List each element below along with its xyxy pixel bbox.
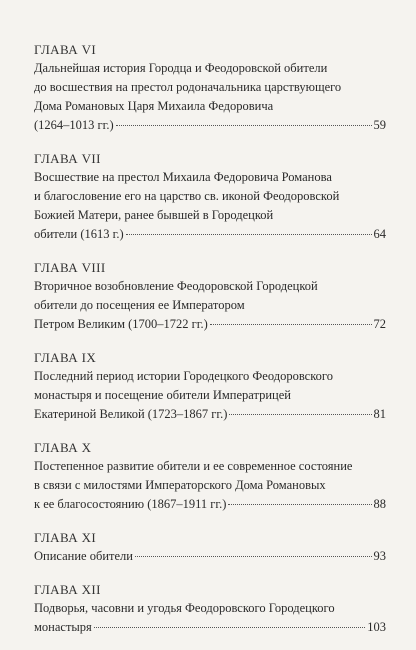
chapter-heading: ГЛАВА VII [34,151,101,166]
chapter-title [34,277,386,334]
chapter-title-text: обители до посещения ее Императором [34,298,245,312]
chapter-title-text: Екатериной Великой (1723–1867 гг.) [34,407,228,421]
chapter-heading: ГЛАВА XII [34,582,101,597]
dot-leader [229,414,371,415]
toc-entry[interactable] [34,149,386,244]
toc-entry[interactable] [34,580,386,637]
chapter-title-line [34,78,386,97]
chapter-title-text: Постепенное развитие обители и ее современное состояние [34,459,353,473]
dot-leader [210,324,372,325]
chapter-title-text: Вторичное возобновление Феодоровской Городецкой [34,279,318,293]
chapter-title-line [34,206,386,225]
chapter-title [34,547,386,566]
chapter-title-text: обители (1613 г.) [34,227,124,241]
chapter-title-line [34,599,386,618]
dot-leader [228,504,371,505]
chapter-title [34,168,386,244]
chapter-title-line [34,59,386,78]
chapter-title [34,599,386,637]
chapter-title-line [34,116,386,135]
chapter-heading: ГЛАВА IX [34,350,97,365]
chapter-title-text: Дальнейшая история Городца и Феодоровской обители [34,61,328,75]
chapter-title-line [34,618,386,637]
chapter-title-line [34,187,386,206]
chapter-heading: ГЛАВА XI [34,530,97,545]
page-number: 81 [373,407,386,421]
chapter-title [34,59,386,135]
chapter-title-text: (1264–1013 гг.) [34,118,114,132]
page-number: 103 [367,620,386,634]
chapter-title-line [34,296,386,315]
page-number: 88 [373,497,386,511]
page-number: 59 [373,118,386,132]
chapter-title-text: монастыря и посещение обители Императрицей [34,388,291,402]
chapter-title-text: Восшествие на престол Михаила Федоровича Романова [34,170,332,184]
chapter-title-line [34,476,386,495]
dot-leader [135,556,372,557]
toc-entry[interactable] [34,438,386,514]
chapter-title-text: в связи с милостями Императорского Дома Романовых [34,478,326,492]
chapter-title-line [34,97,386,116]
dot-leader [94,627,365,628]
chapter-title-line [34,405,386,424]
chapter-heading: ГЛАВА X [34,440,92,455]
dot-leader [126,234,372,235]
chapter-title-text: Подворья, часовни и угодья Феодоровского Городецкого [34,601,335,615]
page-number: 93 [373,549,386,563]
chapter-title-line [34,277,386,296]
toc-entry[interactable] [34,40,386,135]
page-number: 72 [373,317,386,331]
chapter-title-line [34,457,386,476]
chapter-title-text: монастыря [34,620,92,634]
chapter-title-line [34,386,386,405]
chapter-title-text: к ее благосостоянию (1867–1911 гг.) [34,497,227,511]
chapter-title-line [34,547,386,566]
chapter-title [34,457,386,514]
chapter-title-text: Дома Романовых Царя Михаила Федоровича [34,99,274,113]
chapter-title-text: и благословение его на царство св. иконой Феодоровской [34,189,340,203]
chapter-title-line [34,315,386,334]
page-number: 64 [373,227,386,241]
chapter-title-text: Божией Матери, ранее бывшей в Городецкой [34,208,274,222]
chapter-title-line [34,168,386,187]
chapter-title-line [34,495,386,514]
toc-entry[interactable] [34,348,386,424]
chapter-title-text: Описание обители [34,549,133,563]
chapter-title-text: Последний период истории Городецкого Феодоровского [34,369,333,383]
chapter-title-line [34,367,386,386]
chapter-heading: ГЛАВА VI [34,42,97,57]
toc-entry[interactable] [34,528,386,566]
toc-entry[interactable] [34,258,386,334]
chapter-heading: ГЛАВА VIII [34,260,106,275]
chapter-title-line [34,225,386,244]
chapter-title [34,367,386,424]
chapter-title-text: Петром Великим (1700–1722 гг.) [34,317,208,331]
chapter-title-text: до восшествия на престол родоначальника царствующего [34,80,342,94]
dot-leader [116,125,372,126]
